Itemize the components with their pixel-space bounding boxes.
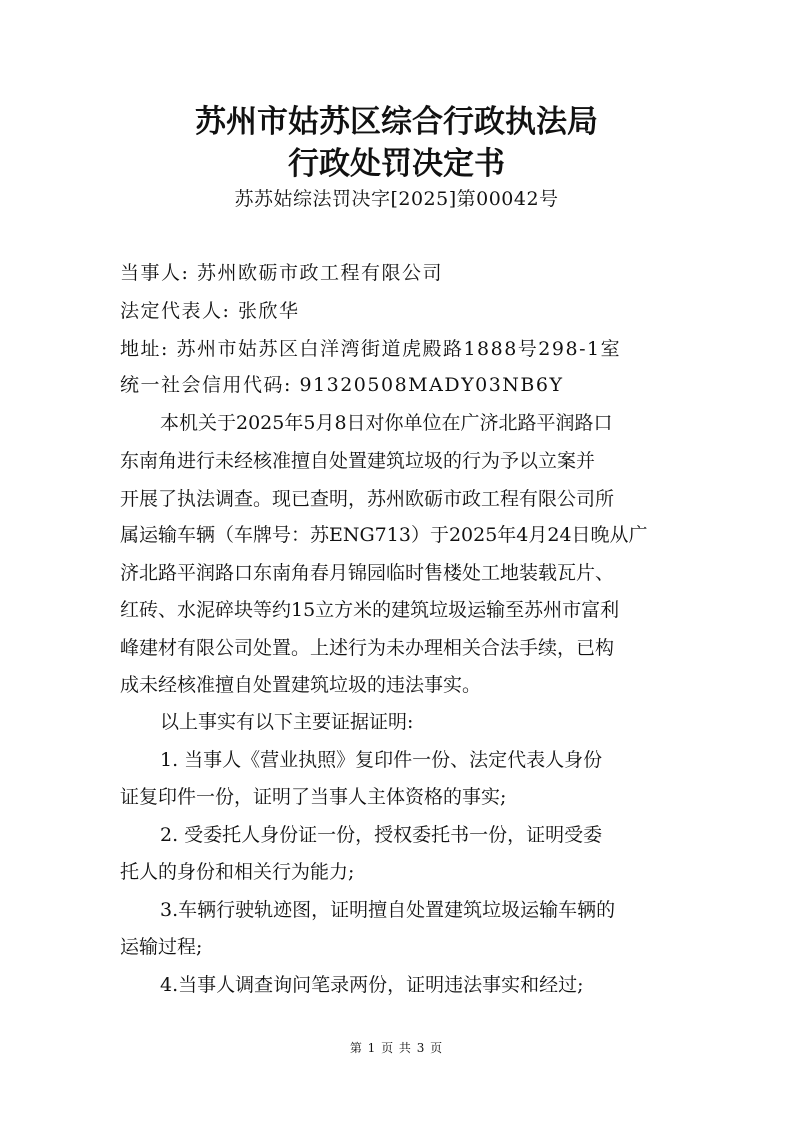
evidence-item-cont: 运输过程;: [120, 936, 203, 958]
evidence-item-cont: 证复印件一份，证明了当事人主体资格的事实;: [120, 786, 507, 808]
legal-representative-value: 张欣华: [237, 300, 300, 322]
agency-title: 苏州市姑苏区综合行政执法局: [195, 104, 598, 140]
address-field: [120, 334, 680, 364]
body-line: 济北路平润路口东南角春月锦园临时售楼处工地装载瓦片、: [120, 562, 615, 584]
party-field: [120, 258, 680, 288]
credit-code-field: [120, 370, 680, 400]
document-type-title: 行政处罚决定书: [288, 146, 505, 182]
page-number: 第 1 页 共 3 页: [349, 1041, 444, 1055]
credit-code-label: 统一社会信用代码:: [120, 374, 292, 396]
evidence-item: 4.当事人调查询问笔录两份，证明违法事实和经过;: [160, 974, 584, 996]
body-line: 峰建材有限公司处置。上述行为未办理相关合法手续，已构: [120, 637, 615, 659]
evidence-item-cont: 托人的身份和相关行为能力;: [120, 861, 355, 883]
evidence-item: 2. 受委托人身份证一份，授权委托书一份，证明受委: [160, 824, 603, 846]
address-value: 苏州市姑苏区白洋湾街道虎殿路1888号298-1室: [176, 338, 622, 360]
evidence-intro: 以上事实有以下主要证据证明:: [160, 711, 414, 733]
body-line: 红砖、水泥碎块等约15立方米的建筑垃圾运输至苏州市富利: [120, 599, 620, 621]
party-value: 苏州欧砺市政工程有限公司: [196, 262, 443, 284]
body-line: 成未经核准擅自处置建筑垃圾的违法事实。: [120, 674, 482, 696]
body-line: 开展了执法调查。现已查明，苏州欧砺市政工程有限公司所: [120, 488, 615, 510]
body-line: 东南角进行未经核准擅自处置建筑垃圾的行为予以立案并: [120, 450, 596, 472]
evidence-item: 1. 当事人《营业执照》复印件一份、法定代表人身份: [160, 749, 603, 771]
address-label: 地址:: [120, 338, 169, 360]
document-number: 苏苏姑综法罚决字[2025]第00042号: [234, 188, 559, 210]
evidence-item: 3.车辆行驶轨迹图，证明擅自处置建筑垃圾运输车辆的: [160, 899, 616, 921]
legal-representative-label: 法定代表人:: [120, 300, 231, 322]
credit-code-value: 91320508MADY03NB6Y: [299, 374, 564, 396]
legal-representative-field: [120, 296, 680, 326]
body-line: 本机关于2025年5月8日对你单位在广济北路平润路口: [160, 412, 613, 434]
party-label: 当事人:: [120, 262, 190, 284]
body-line: 属运输车辆（车牌号：苏ENG713）于2025年4月24日晚从广: [120, 524, 648, 546]
